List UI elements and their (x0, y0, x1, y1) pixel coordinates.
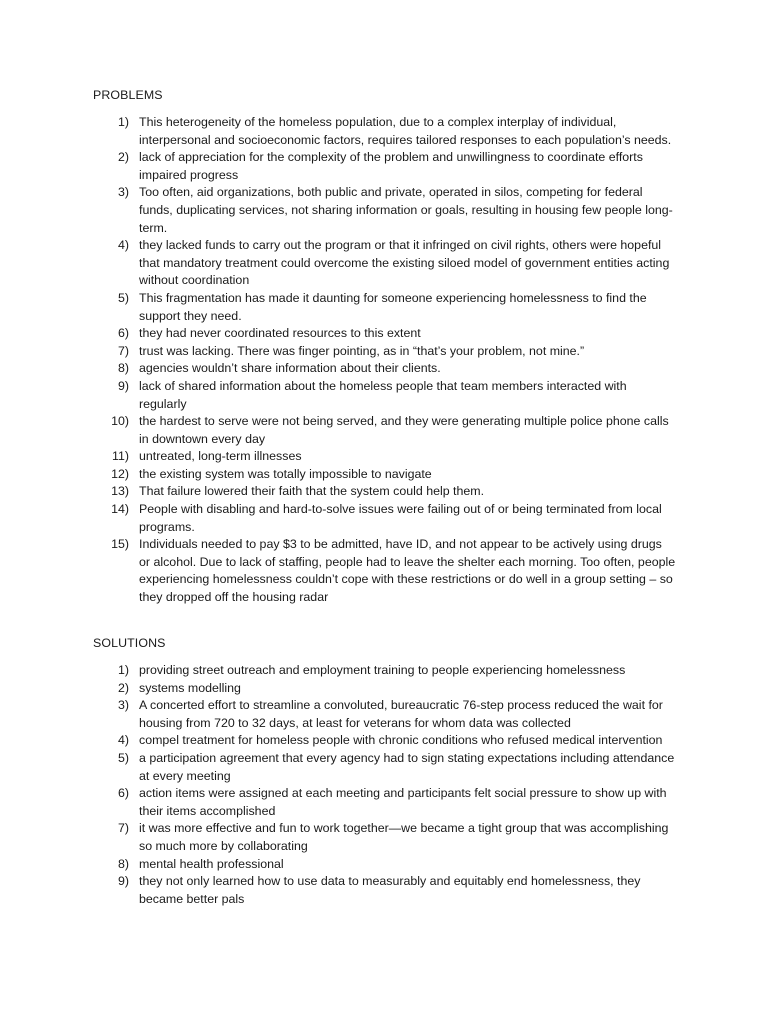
list-item (0, 149, 768, 184)
list-item-number: 8) (117, 361, 129, 376)
list-item-text: action items were assigned at each meeting and participants felt social pressure to show up with their items accomplished (139, 786, 667, 818)
list-item-text: they not only learned how to use data to measurably and equitably end homelessness, they became better pals (139, 874, 641, 906)
list-item-number: 6) (117, 786, 129, 801)
list-item-number: 2) (117, 150, 129, 165)
list-item-text: A concerted effort to streamline a convoluted, bureaucratic 76-step process reduced the wait for housing from 720 to 32 days, at least for veterans for whom data was collected (139, 698, 663, 730)
list-item-number: 4) (117, 733, 129, 748)
list-item-text: Too often, aid organizations, both public and private, operated in silos, competing for federal funds, duplicating services, not sharing information or goals, resulting in housing few people long-term. (139, 185, 673, 235)
list-item (0, 856, 768, 874)
problems-heading: PROBLEMS (93, 88, 163, 102)
list-item (0, 662, 768, 680)
list-item-text: it was more effective and fun to work together—we became a tight group that was accomplishing so much more by collaborating (139, 821, 669, 853)
list-item-number: 9) (117, 874, 129, 889)
list-item (0, 184, 768, 237)
list-item (0, 466, 768, 484)
list-item-number: 5) (117, 750, 129, 765)
list-item-number: 2) (117, 680, 129, 695)
solutions-heading: SOLUTIONS (93, 636, 166, 650)
list-item-number: 1) (117, 663, 129, 677)
list-item (0, 680, 768, 698)
list-item-text: they lacked funds to carry out the program or that it infringed on civil rights, others were hopeful that mandatory treatment could overcome the existing siloed model of government entities acting without coordination (139, 238, 670, 288)
list-item (0, 536, 768, 606)
list-item-number: 13) (111, 484, 129, 499)
list-item-number: 12) (111, 466, 129, 481)
list-item-number: 3) (117, 185, 129, 200)
list-item-number: 3) (117, 698, 129, 713)
list-item (0, 501, 768, 536)
list-item-text: People with disabling and hard-to-solve issues were failing out of or being terminated from local programs. (139, 502, 662, 534)
list-item-number: 7) (117, 821, 129, 836)
list-item (0, 290, 768, 325)
list-item-text: systems modelling (139, 680, 241, 695)
list-item (0, 360, 768, 378)
list-item-number: 4) (117, 238, 129, 253)
list-item (0, 237, 768, 290)
list-item-text: This heterogeneity of the homeless population, due to a complex interplay of individual, interpersonal and socioeconomic factors, requires tailored responses to each population’s needs. (139, 115, 672, 147)
list-item (0, 325, 768, 343)
list-item-number: 5) (117, 290, 129, 305)
list-item-text: mental health professional (139, 856, 284, 871)
list-item-number: 6) (117, 326, 129, 341)
list-item (0, 820, 768, 855)
list-item-number: 15) (111, 537, 129, 552)
list-item-text: lack of appreciation for the complexity of the problem and unwillingness to coordinate efforts impaired progress (139, 150, 643, 182)
list-item-number: 8) (117, 856, 129, 871)
list-item-text: Individuals needed to pay $3 to be admitted, have ID, and not appear to be actively using drugs or alcohol. Due to lack of staffing, people had to leave the shelter each morning. Too often, people experiencing homelessness couldn’t cope with these restrictions or do well in a group setting – so they dropped off the housing radar (139, 537, 676, 605)
list-item-text: the existing system was totally impossible to navigate (139, 466, 432, 481)
list-item (0, 697, 768, 732)
list-item-text: compel treatment for homeless people with chronic conditions who refused medical intervention (139, 733, 663, 748)
problems-list (0, 114, 768, 607)
list-item-number: 7) (117, 343, 129, 358)
list-item-text: This fragmentation has made it daunting for someone experiencing homelessness to find the support they need. (139, 290, 647, 323)
list-item (0, 732, 768, 750)
list-item (0, 750, 768, 785)
list-item (0, 448, 768, 466)
list-item-number: 9) (117, 378, 129, 393)
list-item-number: 14) (111, 502, 129, 517)
list-item-text: a participation agreement that every agency had to sign stating expectations including attendance at every meeting (139, 750, 675, 783)
list-item (0, 378, 768, 413)
list-item (0, 413, 768, 448)
list-item (0, 785, 768, 820)
list-item-text: they had never coordinated resources to this extent (139, 326, 421, 341)
list-item (0, 483, 768, 501)
list-item (0, 114, 768, 149)
list-item-text: lack of shared information about the homeless people that team members interacted with regularly (139, 378, 627, 411)
list-item-text: That failure lowered their faith that the system could help them. (139, 484, 485, 499)
list-item-text: the hardest to serve were not being served, and they were generating multiple police phone calls in downtown every day (139, 414, 669, 446)
list-item-number: 10) (111, 414, 129, 429)
solutions-list (0, 662, 768, 908)
list-item-text: untreated, long-term illnesses (139, 449, 302, 464)
list-item (0, 343, 768, 361)
list-item-text: agencies wouldn’t share information about their clients. (139, 361, 441, 376)
list-item-text: trust was lacking. There was finger pointing, as in “that’s your problem, not mine.” (139, 343, 585, 358)
list-item (0, 873, 768, 908)
list-item-text: providing street outreach and employment training to people experiencing homelessness (139, 663, 626, 677)
list-item-number: 1) (117, 115, 129, 129)
list-item-number: 11) (112, 449, 129, 464)
